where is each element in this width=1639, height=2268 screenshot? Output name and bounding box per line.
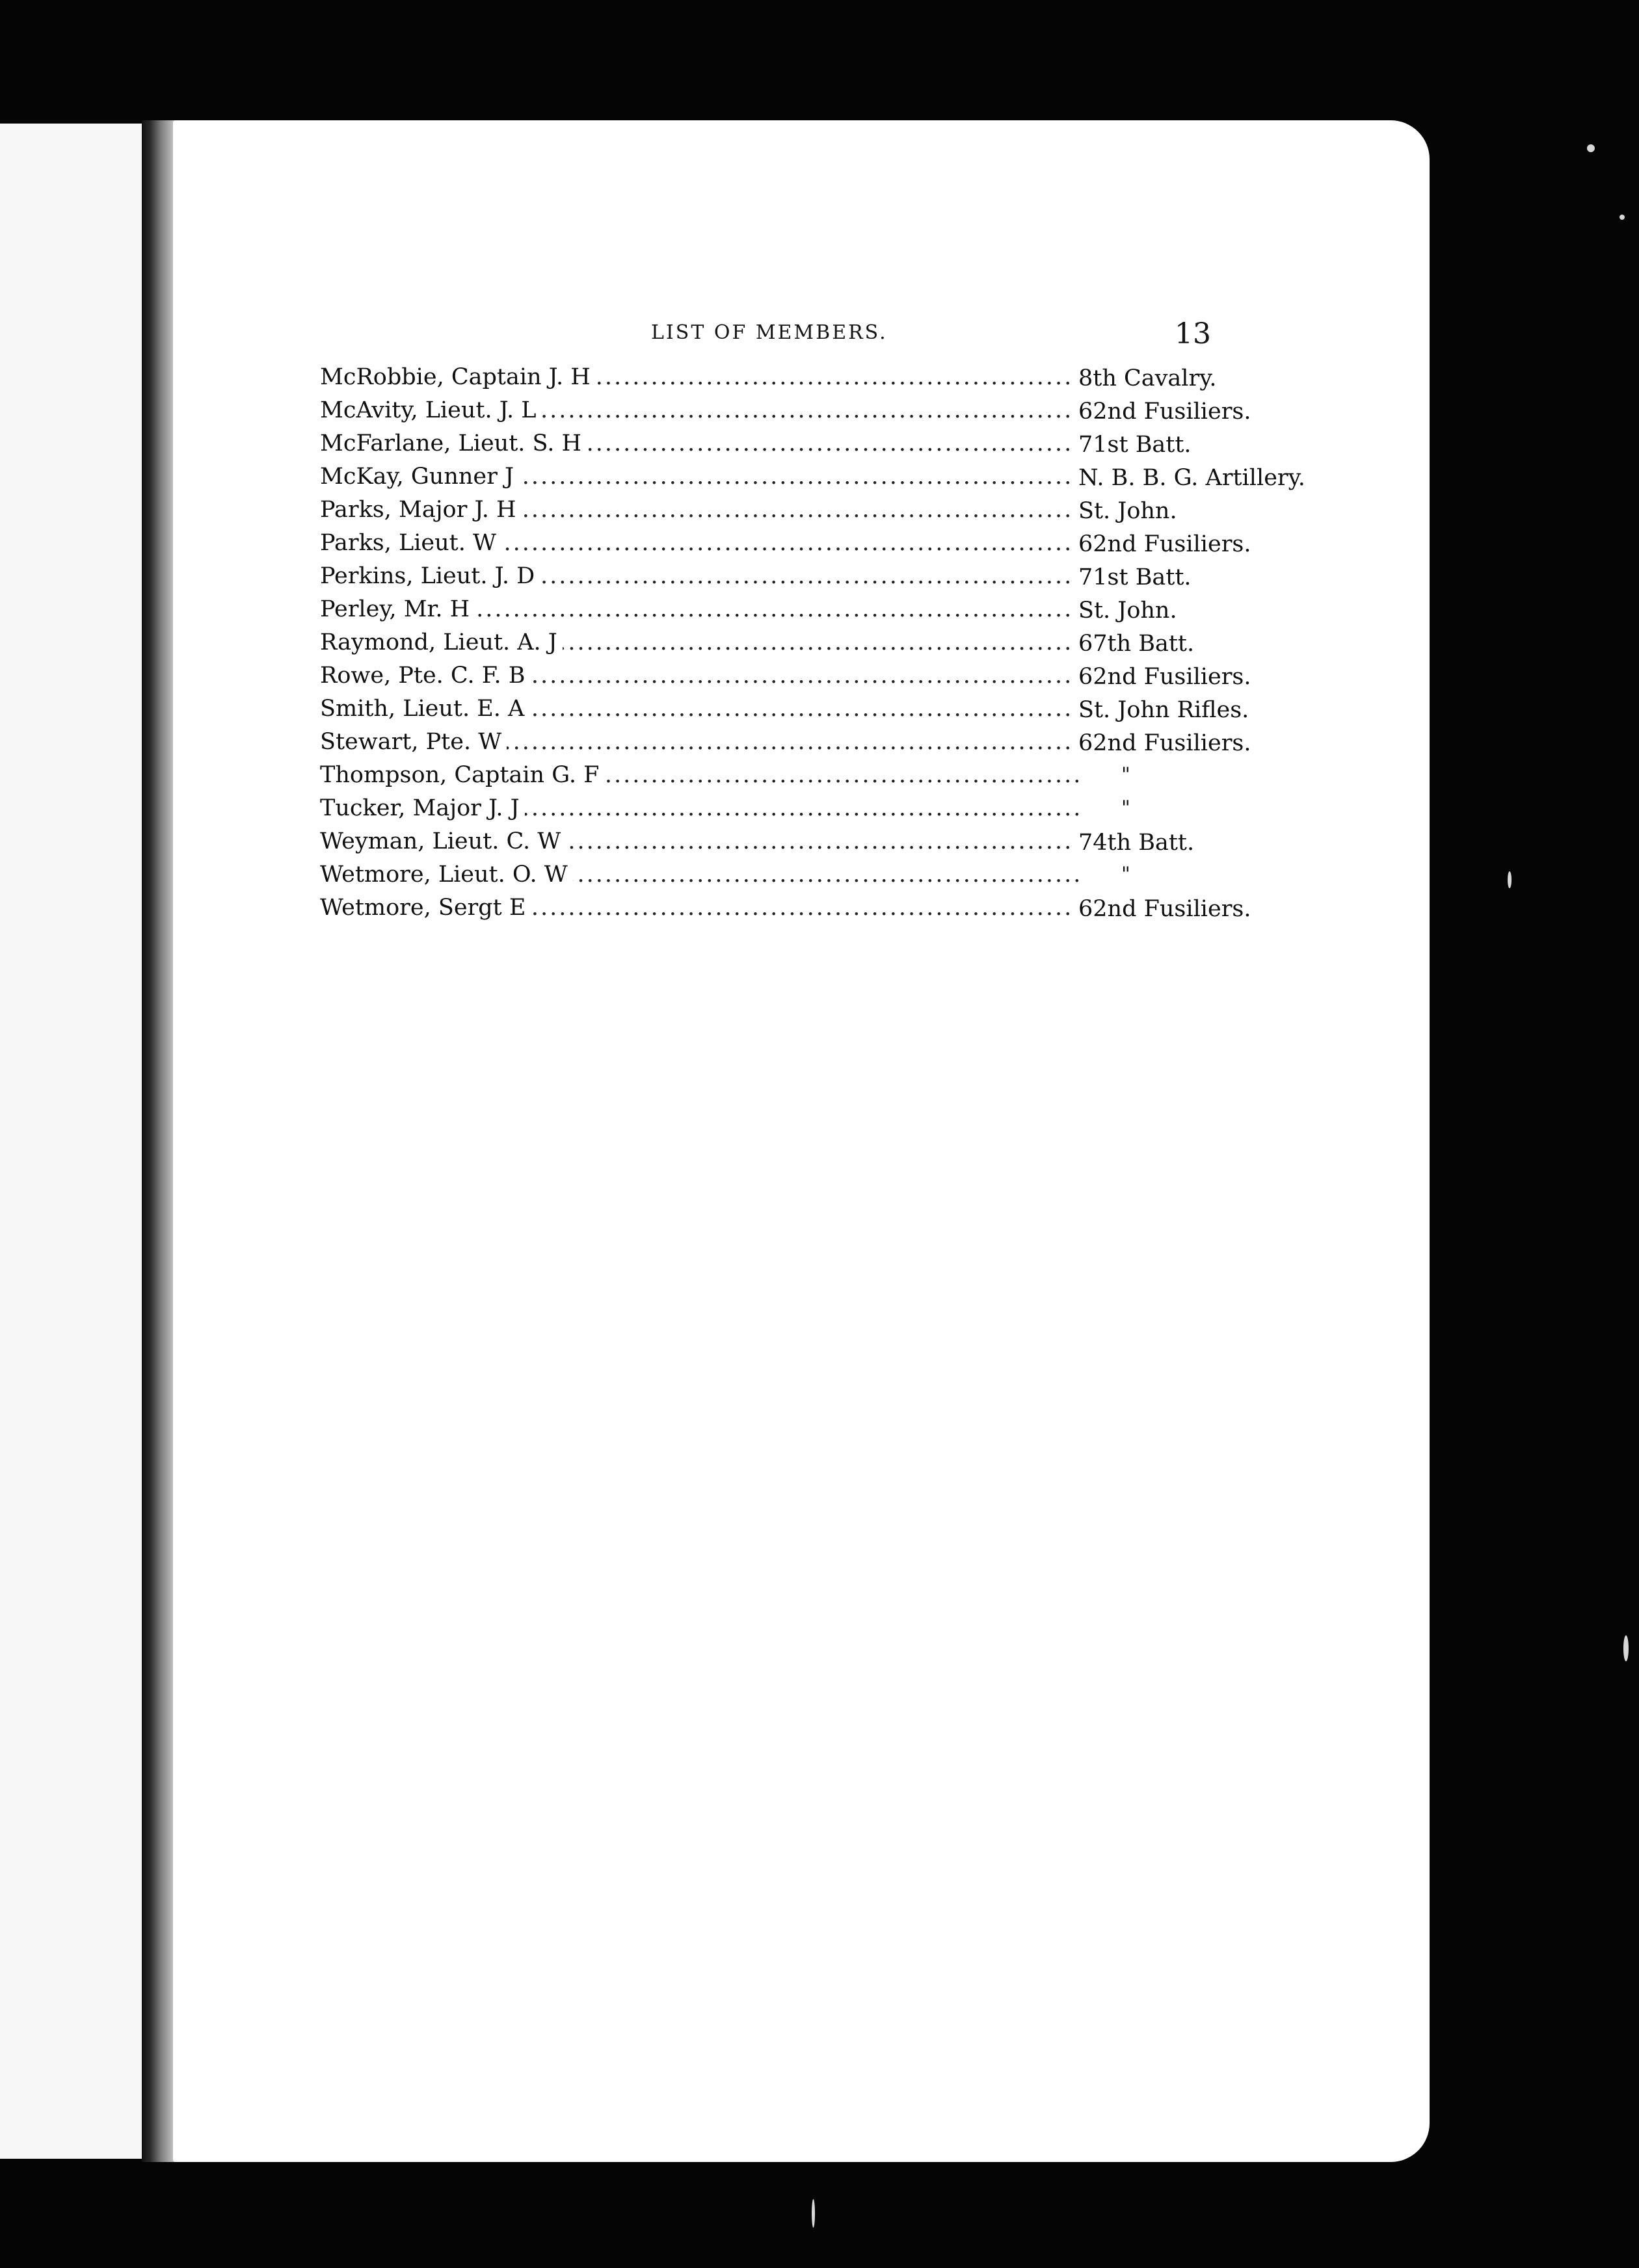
member-row: [320, 596, 1231, 629]
member-list: [320, 364, 1305, 928]
member-name: Perley, Mr. H: [320, 596, 475, 622]
member-row: [320, 762, 1231, 795]
member-row: [320, 828, 1231, 862]
member-unit: St. John Rifles.: [1074, 697, 1249, 723]
member-name: Stewart, Pte. W: [320, 729, 507, 755]
member-name: McAvity, Lieut. J. L: [320, 397, 542, 423]
member-name: Thompson, Captain G. F: [320, 762, 604, 788]
member-name: McKay, Gunner J: [320, 464, 519, 490]
member-name: Wetmore, Lieut. O. W: [320, 862, 573, 888]
book-page: [173, 120, 1430, 2162]
member-unit: N. B. B. G. Artillery.: [1074, 465, 1305, 491]
member-row: [320, 629, 1231, 663]
member-unit: 62nd Fusiliers.: [1074, 730, 1251, 756]
running-head: [173, 317, 1430, 356]
member-unit: 74th Batt.: [1074, 830, 1194, 856]
member-unit: 67th Batt.: [1074, 631, 1194, 657]
member-unit: 62nd Fusiliers.: [1074, 399, 1251, 425]
member-name: Rowe, Pte. C. F. B: [320, 663, 531, 689]
member-row: [320, 397, 1251, 430]
member-row: [320, 729, 1251, 762]
member-name: Tucker, Major J. J: [320, 795, 525, 821]
member-row: [320, 895, 1251, 928]
previous-page-edge: [0, 124, 151, 2159]
member-unit: 71st Batt.: [1074, 564, 1192, 590]
page-number: 13: [1175, 317, 1211, 350]
member-unit: ": [1117, 797, 1130, 819]
member-unit: 71st Batt.: [1074, 432, 1192, 458]
film-speck: [1623, 1635, 1629, 1661]
film-speck: [1587, 144, 1595, 152]
page-heading: LIST OF MEMBERS.: [651, 321, 888, 344]
member-unit: ": [1117, 763, 1130, 786]
member-unit: 8th Cavalry.: [1074, 365, 1216, 391]
member-unit: St. John.: [1074, 498, 1177, 524]
member-row: [320, 497, 1231, 530]
member-row: [320, 563, 1231, 596]
film-speck: [812, 2199, 815, 2228]
member-unit: ": [1117, 863, 1130, 886]
member-row: [320, 862, 1231, 895]
member-name: McFarlane, Lieut. S. H: [320, 430, 587, 456]
member-name: Weyman, Lieut. C. W: [320, 828, 566, 854]
film-speck: [1619, 215, 1625, 220]
member-unit: St. John.: [1074, 598, 1177, 624]
member-name: Raymond, Lieut. A. J: [320, 629, 563, 655]
member-row: [320, 530, 1251, 563]
member-name: Parks, Major J. H: [320, 497, 522, 523]
member-row: [320, 795, 1231, 828]
member-name: Perkins, Lieut. J. D: [320, 563, 540, 589]
member-row: [320, 464, 1305, 497]
member-row: [320, 663, 1251, 696]
member-row: [320, 430, 1231, 464]
member-unit: 62nd Fusiliers.: [1074, 531, 1251, 557]
member-name: Smith, Lieut. E. A: [320, 696, 529, 722]
member-name: Wetmore, Sergt E: [320, 895, 531, 921]
member-row: [320, 696, 1249, 729]
member-row: [320, 364, 1231, 397]
member-unit: 62nd Fusiliers.: [1074, 664, 1251, 690]
member-name: Parks, Lieut. W: [320, 530, 501, 556]
member-unit: 62nd Fusiliers.: [1074, 896, 1251, 922]
film-speck: [1508, 871, 1512, 888]
member-name: McRobbie, Captain J. H: [320, 364, 596, 390]
